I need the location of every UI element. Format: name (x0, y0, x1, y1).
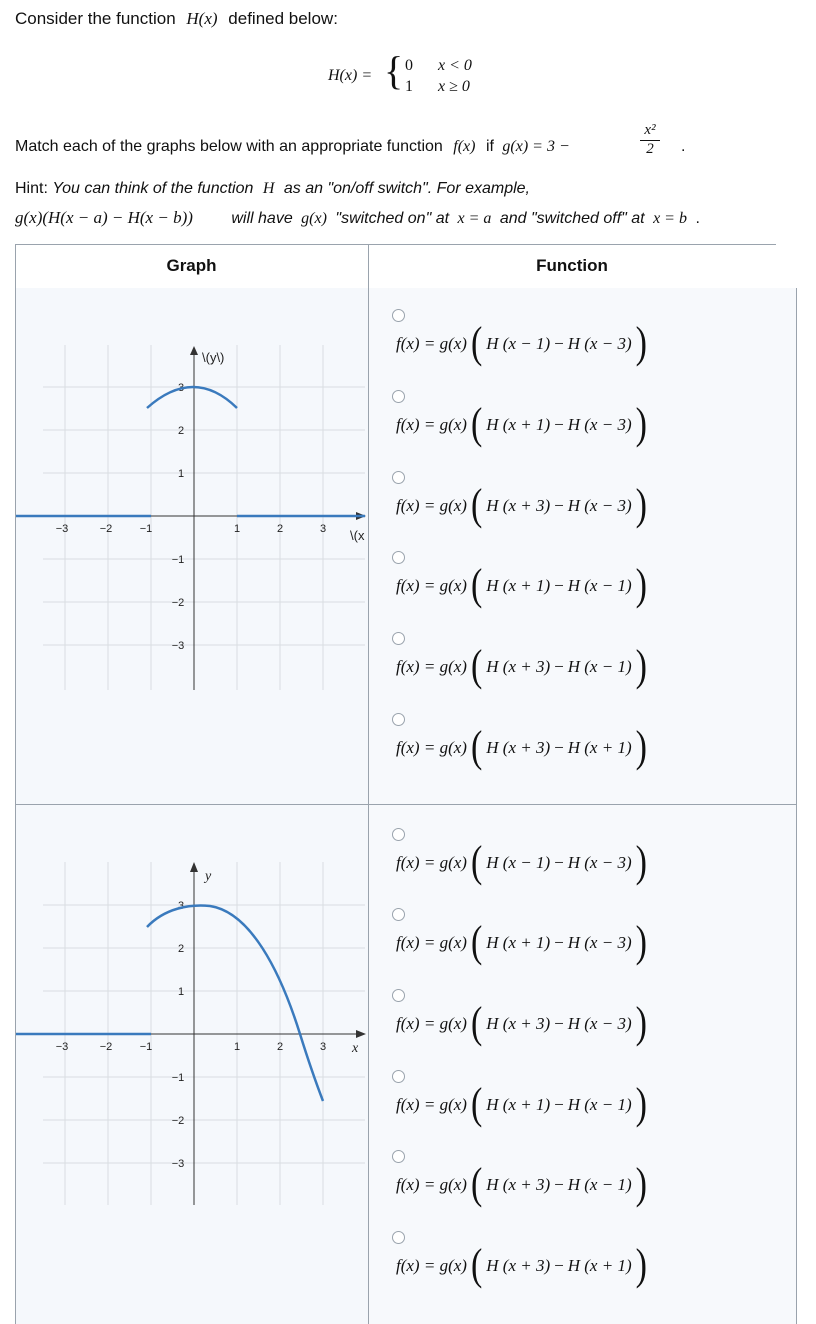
graph-1-grid (43, 345, 365, 690)
formula-lhs: f(x) = g(x) (396, 853, 467, 872)
graph-1-curve-arch (147, 387, 237, 408)
formula-term-a: H (x + 3) (486, 496, 551, 515)
formula-term-b: H (x − 3) (567, 853, 632, 872)
open-paren: ( (470, 723, 483, 772)
open-paren: ( (470, 642, 483, 691)
definition-case2-value: 1 (405, 78, 413, 95)
graph-1-y-tick: −1 (171, 554, 185, 566)
match-fx: f(x) (453, 138, 476, 155)
h-definition (328, 48, 528, 105)
radio-button[interactable] (392, 309, 405, 322)
match-period: . (681, 138, 686, 155)
graph-2-y-tick: −2 (171, 1115, 185, 1127)
hint-H: H (262, 180, 275, 197)
minus-sign: − (554, 853, 564, 872)
hint-gx: g(x) (301, 210, 327, 227)
option-2-6[interactable] (392, 1231, 772, 1306)
hint-expression: g(x)(H(x − a) − H(x − b)) (15, 208, 193, 227)
formula-term-b: H (x + 1) (567, 738, 632, 757)
definition-case1-cond: x < 0 (438, 57, 472, 74)
close-paren: ) (635, 723, 647, 772)
formula-term-a: H (x + 3) (486, 1014, 551, 1033)
open-paren: ( (470, 561, 483, 610)
open-paren: ( (470, 1241, 483, 1290)
graph-2-x-tick: −3 (55, 1041, 69, 1053)
formula-term-a: H (x + 3) (486, 1175, 551, 1194)
intro-tail: defined below: (228, 9, 338, 28)
graph-2-x-tick: 3 (319, 1041, 327, 1053)
minus-sign: − (554, 1014, 564, 1033)
radio-button[interactable] (392, 551, 405, 564)
hint-label: Hint: (15, 180, 48, 197)
option-formula (396, 723, 651, 772)
match-text: Match each of the graphs below with an appropriate function (15, 138, 443, 155)
fraction-denominator: 2 (646, 141, 654, 157)
graph-2-y-tick: 2 (177, 943, 185, 955)
option-2-4[interactable] (392, 1070, 772, 1145)
formula-lhs: f(x) = g(x) (396, 1014, 467, 1033)
formula-term-a: H (x + 3) (486, 738, 551, 757)
close-paren: ) (635, 400, 647, 449)
formula-lhs: f(x) = g(x) (396, 738, 467, 757)
graph-1-x-tick: 1 (233, 523, 241, 535)
hint-text-2: as an "on/off switch". For example, (283, 180, 530, 197)
formula-term-a: H (x + 3) (486, 1256, 551, 1275)
graph-2-y-arrow (190, 862, 198, 872)
definition-brace: { (384, 48, 404, 93)
match-if: if (485, 138, 494, 155)
radio-button[interactable] (392, 908, 405, 921)
open-paren: ( (470, 481, 483, 530)
formula-term-b: H (x + 1) (567, 1256, 632, 1275)
option-1-2[interactable] (392, 390, 772, 465)
formula-term-a: H (x + 1) (486, 1095, 551, 1114)
graph-1 (16, 300, 368, 710)
option-2-3[interactable] (392, 989, 772, 1064)
option-2-2[interactable] (392, 908, 772, 983)
graph-1-y-tick: 2 (177, 425, 185, 437)
open-paren: ( (470, 1080, 483, 1129)
graph-2 (16, 815, 368, 1225)
column-header-function: Function (536, 256, 608, 275)
radio-button[interactable] (392, 471, 405, 484)
formula-term-b: H (x − 1) (567, 1095, 632, 1114)
option-1-6[interactable] (392, 713, 772, 788)
open-paren: ( (470, 400, 483, 449)
option-formula (396, 1080, 651, 1129)
graph-2-y-label: y (205, 869, 212, 884)
option-1-3[interactable] (392, 471, 772, 546)
graph-1-x-tick: 2 (276, 523, 284, 535)
definition-case2-cond: x ≥ 0 (438, 78, 470, 95)
option-formula (396, 999, 651, 1048)
graph-2-y-tick: 1 (177, 986, 185, 998)
close-paren: ) (635, 561, 647, 610)
column-divider-1 (368, 288, 369, 804)
hint-line-1 (15, 180, 530, 198)
minus-sign: − (554, 576, 564, 595)
hint-x-equals-a: x = a (457, 210, 492, 227)
radio-button[interactable] (392, 390, 405, 403)
formula-term-b: H (x − 1) (567, 657, 632, 676)
hint-switched-on: "switched on" at (335, 210, 450, 227)
option-2-1[interactable] (392, 828, 772, 903)
minus-sign: − (554, 496, 564, 515)
close-paren: ) (635, 1080, 647, 1129)
graph-1-x-tick: −2 (99, 523, 113, 535)
option-formula (396, 642, 651, 691)
close-paren: ) (635, 642, 647, 691)
close-paren: ) (635, 319, 647, 368)
minus-sign: − (554, 657, 564, 676)
formula-term-b: H (x − 1) (567, 1175, 632, 1194)
graph-1-y-arrow (190, 346, 198, 355)
option-formula (396, 1160, 651, 1209)
radio-button[interactable] (392, 632, 405, 645)
formula-lhs: f(x) = g(x) (396, 1256, 467, 1275)
column-divider-2 (368, 805, 369, 1324)
column-header-graph: Graph (166, 256, 217, 275)
minus-sign: − (554, 415, 564, 434)
hint-x-equals-b: x = b (653, 210, 687, 227)
formula-lhs: f(x) = g(x) (396, 496, 467, 515)
minus-sign: − (554, 933, 564, 952)
formula-term-b: H (x − 3) (567, 334, 632, 353)
minus-sign: − (554, 738, 564, 757)
graph-2-y-tick: −3 (171, 1158, 185, 1170)
open-paren: ( (470, 838, 483, 887)
formula-term-a: H (x + 1) (486, 415, 551, 434)
formula-term-a: H (x + 1) (486, 576, 551, 595)
formula-lhs: f(x) = g(x) (396, 415, 467, 434)
formula-term-a: H (x + 1) (486, 933, 551, 952)
option-2-5[interactable] (392, 1150, 772, 1225)
formula-term-b: H (x − 3) (567, 933, 632, 952)
hint-text: You can think of the function (52, 180, 254, 197)
formula-lhs: f(x) = g(x) (396, 1095, 467, 1114)
intro-lead: Consider the function (15, 9, 176, 28)
formula-term-a: H (x − 1) (486, 853, 551, 872)
hint-line-2 (15, 208, 700, 228)
graph-1-y-tick: −3 (171, 640, 185, 652)
formula-lhs: f(x) = g(x) (396, 576, 467, 595)
formula-term-b: H (x − 3) (567, 1014, 632, 1033)
intro-text (15, 9, 338, 29)
graph-1-y-tick: −2 (171, 597, 185, 609)
hint-will-have: will have (231, 210, 293, 227)
option-formula (396, 1241, 651, 1290)
minus-sign: − (554, 334, 564, 353)
close-paren: ) (635, 481, 647, 530)
graph-1-x-label: \(x (350, 528, 365, 543)
minus-sign: − (554, 1095, 564, 1114)
radio-button[interactable] (392, 713, 405, 726)
option-formula (396, 481, 651, 530)
minus-sign: − (554, 1175, 564, 1194)
graph-2-x-tick: −1 (139, 1041, 153, 1053)
open-paren: ( (470, 999, 483, 1048)
formula-lhs: f(x) = g(x) (396, 933, 467, 952)
graph-1-x-tick: −1 (139, 523, 153, 535)
graph-1-x-tick: −3 (55, 523, 69, 535)
formula-term-a: H (x + 3) (486, 657, 551, 676)
formula-term-a: H (x − 1) (486, 334, 551, 353)
graph-1-x-tick: 3 (319, 523, 327, 535)
graph-2-x-tick: 2 (276, 1041, 284, 1053)
close-paren: ) (635, 918, 647, 967)
option-formula (396, 918, 651, 967)
graph-2-x-tick: 1 (233, 1041, 241, 1053)
match-fraction (640, 122, 660, 158)
graph-2-y-tick: −1 (171, 1072, 185, 1084)
close-paren: ) (635, 838, 647, 887)
option-1-4[interactable] (392, 551, 772, 626)
minus-sign: − (554, 1256, 564, 1275)
option-formula (396, 561, 651, 610)
graph-2-x-label: x (352, 1041, 359, 1056)
fraction-numerator: x² (644, 122, 656, 138)
open-paren: ( (470, 319, 483, 368)
radio-button[interactable] (392, 1231, 405, 1244)
close-paren: ) (635, 1241, 647, 1290)
radio-button[interactable] (392, 989, 405, 1002)
option-formula (396, 319, 651, 368)
formula-lhs: f(x) = g(x) (396, 657, 467, 676)
graph-1-y-label: \(y\) (202, 350, 225, 365)
radio-button[interactable] (392, 828, 405, 841)
graph-1-y-tick: 1 (177, 468, 185, 480)
hint-end: . (695, 210, 700, 227)
close-paren: ) (635, 999, 647, 1048)
formula-term-b: H (x − 1) (567, 576, 632, 595)
formula-term-b: H (x − 3) (567, 415, 632, 434)
graph-2-x-arrow (356, 1030, 366, 1038)
option-formula (396, 838, 651, 887)
open-paren: ( (470, 1160, 483, 1209)
definition-case1-value: 0 (405, 57, 413, 74)
option-1-5[interactable] (392, 632, 772, 707)
hint-switched-off: and "switched off" at (499, 210, 645, 227)
definition-lhs: H(x) = (328, 67, 373, 84)
match-instruction (15, 138, 570, 156)
radio-button[interactable] (392, 1070, 405, 1083)
graph-2-x-tick: −2 (99, 1041, 113, 1053)
match-g-definition: g(x) = 3 − (502, 138, 570, 155)
formula-lhs: f(x) = g(x) (396, 1175, 467, 1194)
option-1-1[interactable] (392, 309, 772, 384)
formula-term-b: H (x − 3) (567, 496, 632, 515)
close-paren: ) (635, 1160, 647, 1209)
formula-lhs: f(x) = g(x) (396, 334, 467, 353)
option-formula (396, 400, 651, 449)
radio-button[interactable] (392, 1150, 405, 1163)
graph-2-y-tick: 3 (177, 900, 185, 912)
graph-1-y-tick: 3 (177, 382, 185, 394)
intro-function-name: H(x) (186, 9, 218, 28)
open-paren: ( (470, 918, 483, 967)
